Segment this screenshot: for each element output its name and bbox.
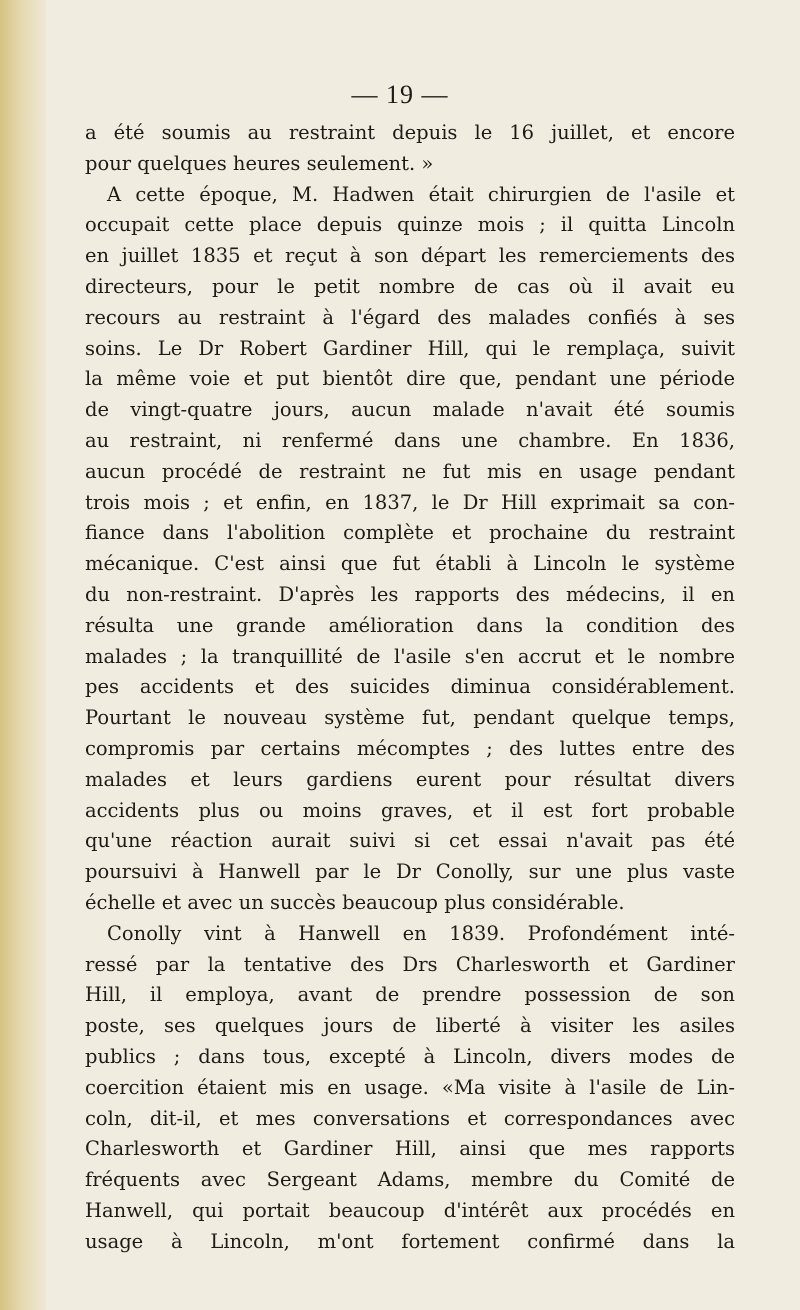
text-line: ressé par la tentative des Drs Charlesworth et Gardiner: [85, 952, 735, 976]
text-line: la même voie et put bientôt dire que, pendant une période: [85, 367, 735, 391]
text-line: occupait cette place depuis quinze mois ; il quitta Lincoln: [85, 213, 735, 237]
body-text: [85, 118, 735, 1257]
text-line: accidents plus ou moins graves, et il est fort probable: [85, 798, 735, 822]
page-edge-shadow: [0, 0, 46, 1310]
text-line: du non-restraint. D'après les rapports des médecins, il en: [85, 582, 735, 606]
text-line: poursuivi à Hanwell par le Dr Conolly, sur une plus vaste: [85, 860, 735, 884]
text-line: au restraint, ni renfermé dans une chambre. En 1836,: [85, 428, 735, 452]
text-line: Hill, il employa, avant de prendre possession de son: [85, 983, 735, 1007]
text-line: fiance dans l'abolition complète et prochaine du restraint: [85, 521, 735, 545]
text-line: Pourtant le nouveau système fut, pendant quelque temps,: [85, 706, 735, 730]
text-line: publics ; dans tous, excepté à Lincoln, divers modes de: [85, 1044, 735, 1068]
text-line: usage à Lincoln, m'ont fortement confirmé dans la: [85, 1229, 735, 1253]
text-line: de vingt-quatre jours, aucun malade n'avait été soumis: [85, 398, 735, 422]
text-line: coercition étaient mis en usage. «Ma visite à l'asile de Lin-: [85, 1075, 735, 1099]
text-line: pes accidents et des suicides diminua considérablement.: [85, 675, 735, 699]
text-line: aucun procédé de restraint ne fut mis en usage pendant: [85, 459, 735, 483]
text-line: soins. Le Dr Robert Gardiner Hill, qui le remplaça, suivit: [85, 336, 735, 360]
text-line: Charlesworth et Gardiner Hill, ainsi que mes rapports: [85, 1137, 735, 1161]
text-line: mécanique. C'est ainsi que fut établi à Lincoln le système: [85, 552, 735, 576]
text-line: pour quelques heures seulement. »: [85, 151, 434, 175]
text-line: directeurs, pour le petit nombre de cas où il avait eu: [85, 274, 735, 298]
text-line: A cette époque, M. Hadwen était chirurgien de l'asile et: [107, 182, 735, 206]
text-line: Conolly vint à Hanwell en 1839. Profondément inté-: [107, 921, 735, 945]
text-line: qu'une réaction aurait suivi si cet essai n'avait pas été: [85, 829, 735, 853]
text-line: poste, ses quelques jours de liberté à visiter les asiles: [85, 1014, 735, 1038]
page-number: — 19 —: [351, 80, 449, 109]
text-line: Hanwell, qui portait beaucoup d'intérêt aux procédés en: [85, 1198, 735, 1222]
text-line: résulta une grande amélioration dans la condition des: [85, 613, 735, 637]
text-line: recours au restraint à l'égard des malades confiés à ses: [85, 305, 735, 329]
text-line: malades et leurs gardiens eurent pour résultat divers: [85, 767, 735, 791]
text-line: trois mois ; et enfin, en 1837, le Dr Hill exprimait sa con-: [85, 490, 735, 514]
text-line: en juillet 1835 et reçut à son départ les remerciements des: [85, 244, 735, 268]
text-line: malades ; la tranquillité de l'asile s'en accrut et le nombre: [85, 644, 735, 668]
text-line: fréquents avec Sergeant Adams, membre du Comité de: [85, 1168, 735, 1192]
text-line: échelle et avec un succès beaucoup plus considérable.: [85, 890, 625, 914]
text-line: coln, dit-il, et mes conversations et correspondances avec: [85, 1106, 735, 1130]
text-line: a été soumis au restraint depuis le 16 juillet, et encore: [85, 121, 735, 144]
text-line: compromis par certains mécomptes ; des luttes entre des: [85, 736, 735, 760]
